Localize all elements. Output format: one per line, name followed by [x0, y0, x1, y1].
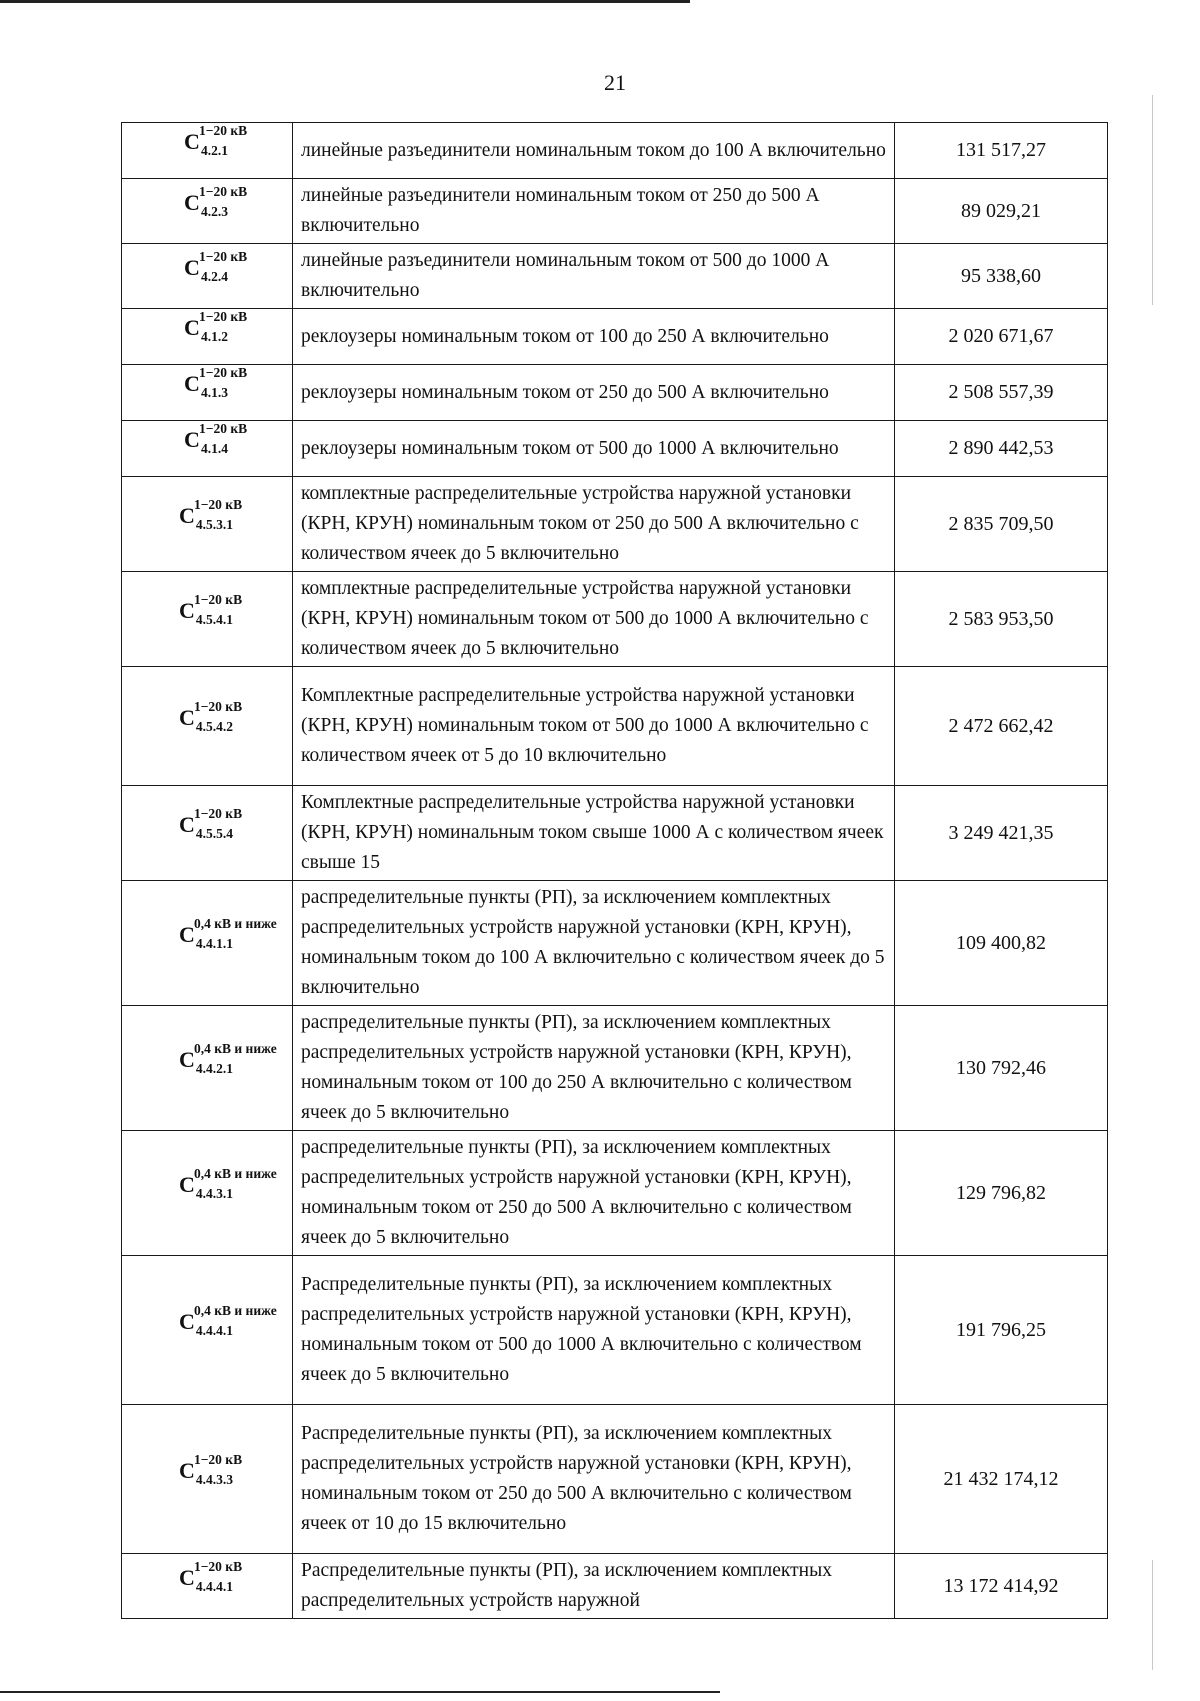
rate-code-index: 4.4.4.1	[195, 1322, 233, 1338]
rate-code-index: 4.4.2.1	[195, 1060, 233, 1076]
rate-code-base: C	[184, 371, 200, 397]
rate-code-index: 4.2.4	[200, 268, 228, 284]
table-row	[122, 786, 1108, 881]
rate-code-cell	[122, 179, 293, 244]
rate-code-cell	[122, 786, 293, 881]
value-cell: 191 796,25	[895, 1256, 1108, 1405]
description-cell: линейные разъединители номинальным током от 250 до 500 А включительно	[293, 179, 895, 244]
value-cell: 131 517,27	[895, 123, 1108, 179]
description-cell: Комплектные распределительные устройства наружной установки (КРН, КРУН) номинальным током от 500 до 1000 А включительно с количеством ячеек от 5 до 10 включительно	[293, 667, 895, 786]
rate-code-cell	[122, 1131, 293, 1256]
rate-code-base: C	[178, 921, 195, 947]
rate-code	[184, 248, 248, 284]
rate-code-voltage: 1−20 кВ	[199, 248, 248, 264]
table-row	[122, 1256, 1108, 1405]
rate-code-index: 4.5.5.4	[195, 825, 233, 841]
description-cell: линейные разъединители номинальным током от 500 до 1000 А включительно	[293, 244, 895, 309]
rate-code-voltage: 1−20 кВ	[199, 123, 248, 139]
rate-code	[184, 365, 248, 401]
description-cell: линейные разъединители номинальным током до 100 А включительно	[293, 123, 895, 179]
value-cell: 3 249 421,35	[895, 786, 1108, 881]
rate-code	[178, 915, 277, 951]
description-cell: реклоузеры номинальным током от 100 до 250 А включительно	[293, 309, 895, 365]
description-cell: комплектные распределительные устройства наружной установки (КРН, КРУН) номинальным током от 250 до 500 А включительно с количеством ячеек до 5 включительно	[293, 477, 895, 572]
rate-code-cell	[122, 881, 293, 1006]
rate-code-cell	[122, 1554, 293, 1619]
rate-code-index: 4.4.3.3	[195, 1471, 233, 1487]
rate-code	[178, 1451, 243, 1487]
rate-code-cell	[122, 1256, 293, 1405]
tariff-table	[121, 122, 1108, 1619]
table-row	[122, 1405, 1108, 1554]
rate-code-index: 4.5.4.1	[195, 611, 233, 627]
scan-edge-top	[0, 0, 690, 3]
rate-code-base: C	[184, 189, 200, 215]
rate-code-cell	[122, 1006, 293, 1131]
rate-code	[184, 309, 248, 345]
value-cell: 129 796,82	[895, 1131, 1108, 1256]
rate-code-base: C	[178, 502, 195, 528]
rate-code	[178, 496, 243, 532]
rate-code	[178, 1040, 277, 1076]
table-row	[122, 179, 1108, 244]
rate-code-index: 4.5.3.1	[195, 516, 233, 532]
table-row	[122, 244, 1108, 309]
value-cell: 95 338,60	[895, 244, 1108, 309]
description-cell: распределительные пункты (РП), за исключением комплектных распределительных устройств наружной установки (КРН, КРУН), номинальным током до 100 А включительно с количеством ячеек до 5 включительно	[293, 881, 895, 1006]
rate-code-base: C	[184, 427, 200, 453]
rate-code-cell	[122, 309, 293, 365]
rate-code-voltage: 0,4 кВ и ниже	[193, 1302, 277, 1318]
rate-code-cell	[122, 667, 293, 786]
scan-edge-bottom	[0, 1691, 720, 1693]
rate-code-voltage: 1−20 кВ	[193, 1451, 243, 1467]
description-cell: реклоузеры номинальным током от 250 до 500 А включительно	[293, 365, 895, 421]
value-cell: 21 432 174,12	[895, 1405, 1108, 1554]
table-row	[122, 1131, 1108, 1256]
value-cell: 2 508 557,39	[895, 365, 1108, 421]
rate-code-cell	[122, 572, 293, 667]
rate-code-base: C	[178, 597, 195, 623]
rate-code-base: C	[178, 1457, 195, 1483]
rate-code-index: 4.2.1	[200, 143, 228, 159]
rate-code-voltage: 0,4 кВ и ниже	[193, 1165, 277, 1181]
rate-code	[178, 591, 243, 627]
tariff-table-body	[122, 123, 1108, 1619]
rate-code-cell	[122, 1405, 293, 1554]
table-row	[122, 572, 1108, 667]
rate-code	[184, 183, 248, 219]
rate-code-index: 4.4.4.1	[195, 1578, 233, 1594]
rate-code-base: C	[184, 129, 200, 155]
rate-code	[184, 123, 248, 159]
rate-code-index: 4.4.1.1	[195, 935, 233, 951]
table-row	[122, 477, 1108, 572]
table-row	[122, 881, 1108, 1006]
rate-code	[178, 805, 243, 841]
rate-code-voltage: 0,4 кВ и ниже	[193, 915, 277, 931]
table-row	[122, 667, 1108, 786]
rate-code-cell	[122, 477, 293, 572]
rate-code-cell	[122, 421, 293, 477]
rate-code-base: C	[178, 1308, 195, 1334]
rate-code	[178, 1302, 277, 1338]
description-cell: Комплектные распределительные устройства наружной установки (КРН, КРУН) номинальным током свыше 1000 А с количеством ячеек свыше 15	[293, 786, 895, 881]
rate-code-voltage: 1−20 кВ	[199, 183, 248, 199]
rate-code-voltage: 1−20 кВ	[199, 365, 248, 381]
description-cell: Распределительные пункты (РП), за исключением комплектных распределительных устройств наружной	[293, 1554, 895, 1619]
rate-code-base: C	[178, 704, 195, 730]
table-row	[122, 123, 1108, 179]
value-cell: 2 020 671,67	[895, 309, 1108, 365]
value-cell: 2 583 953,50	[895, 572, 1108, 667]
rate-code	[178, 1558, 243, 1594]
description-cell: Распределительные пункты (РП), за исключением комплектных распределительных устройств наружной установки (КРН, КРУН), номинальным током от 250 до 500 А включительно с количеством ячеек от 10 до 15 включительно	[293, 1405, 895, 1554]
rate-code-base: C	[178, 1171, 195, 1197]
value-cell: 89 029,21	[895, 179, 1108, 244]
description-cell: распределительные пункты (РП), за исключением комплектных распределительных устройств наружной установки (КРН, КРУН), номинальным током от 250 до 500 А включительно с количеством ячеек до 5 включительно	[293, 1131, 895, 1256]
table-row	[122, 365, 1108, 421]
rate-code-voltage: 1−20 кВ	[193, 698, 243, 714]
scan-artifact-line	[1152, 1560, 1153, 1670]
table-row	[122, 1554, 1108, 1619]
value-cell: 2 835 709,50	[895, 477, 1108, 572]
value-cell: 13 172 414,92	[895, 1554, 1108, 1619]
value-cell: 2 890 442,53	[895, 421, 1108, 477]
value-cell: 2 472 662,42	[895, 667, 1108, 786]
rate-code-index: 4.1.2	[200, 329, 228, 345]
value-cell: 130 792,46	[895, 1006, 1108, 1131]
table-row	[122, 1006, 1108, 1131]
description-cell: реклоузеры номинальным током от 500 до 1000 А включительно	[293, 421, 895, 477]
table-row	[122, 421, 1108, 477]
rate-code-base: C	[178, 811, 195, 837]
rate-code-base: C	[178, 1564, 195, 1590]
description-cell: распределительные пункты (РП), за исключением комплектных распределительных устройств наружной установки (КРН, КРУН), номинальным током от 100 до 250 А включительно с количеством ячеек до 5 включительно	[293, 1006, 895, 1131]
rate-code-index: 4.4.3.1	[195, 1185, 233, 1201]
rate-code-base: C	[184, 315, 200, 341]
description-cell: Распределительные пункты (РП), за исключением комплектных распределительных устройств наружной установки (КРН, КРУН), номинальным током от 500 до 1000 А включительно с количеством ячеек до 5 включительно	[293, 1256, 895, 1405]
rate-code	[184, 421, 248, 457]
rate-code-index: 4.1.3	[200, 385, 228, 401]
value-cell: 109 400,82	[895, 881, 1108, 1006]
rate-code-voltage: 0,4 кВ и ниже	[193, 1040, 277, 1056]
rate-code-voltage: 1−20 кВ	[199, 309, 248, 325]
rate-code-cell	[122, 123, 293, 179]
rate-code-cell	[122, 244, 293, 309]
rate-code-voltage: 1−20 кВ	[193, 805, 243, 821]
table-row	[122, 309, 1108, 365]
rate-code	[178, 698, 243, 734]
page-number: 21	[604, 70, 626, 95]
rate-code-base: C	[184, 254, 200, 280]
rate-code-index: 4.1.4	[200, 441, 228, 457]
rate-code-index: 4.5.4.2	[195, 718, 233, 734]
description-cell: комплектные распределительные устройства наружной установки (КРН, КРУН) номинальным током от 500 до 1000 А включительно с количеством ячеек до 5 включительно	[293, 572, 895, 667]
rate-code-cell	[122, 365, 293, 421]
rate-code-base: C	[178, 1046, 195, 1072]
scan-artifact-line	[1152, 95, 1153, 305]
rate-code-voltage: 1−20 кВ	[199, 421, 248, 437]
rate-code-voltage: 1−20 кВ	[193, 1558, 243, 1574]
rate-code-voltage: 1−20 кВ	[193, 496, 243, 512]
rate-code	[178, 1165, 277, 1201]
rate-code-index: 4.2.3	[200, 203, 228, 219]
rate-code-voltage: 1−20 кВ	[193, 591, 243, 607]
